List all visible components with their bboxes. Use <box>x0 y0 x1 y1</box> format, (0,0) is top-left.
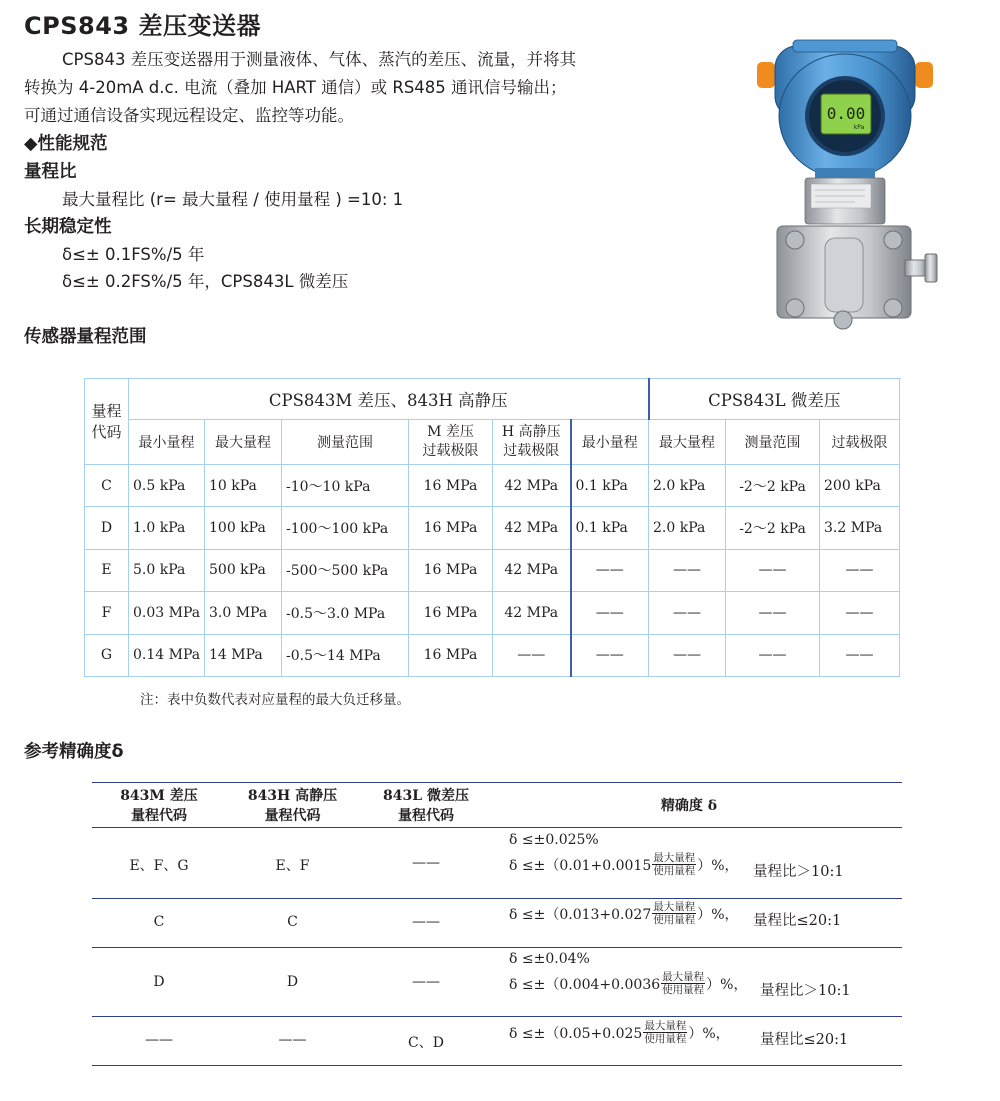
row-l-min: —— <box>571 549 649 591</box>
stability-heading: 长期稳定性 <box>24 217 112 237</box>
table-rule <box>92 827 902 828</box>
group-m-header: CPS843M 差压、843H 高静压 <box>129 379 649 420</box>
row-l-range: —— <box>726 634 820 676</box>
row-code: G <box>85 634 129 676</box>
row-l-max: 2.0 kPa <box>649 465 726 507</box>
range-ratio-text: 最大量程比 (r= 最大量程 / 使用量程 ) =10: 1 <box>62 190 404 209</box>
row-l-range: —— <box>726 549 820 591</box>
spec-heading: ◆性能规范 <box>24 134 108 154</box>
table-rule <box>92 947 902 948</box>
lcd-reading: 0.00 <box>826 104 866 123</box>
range-ratio-condition: 量程比＞10:1 <box>753 864 844 880</box>
row-range: -10～10 kPa <box>282 465 409 507</box>
row-l-range: -2～2 kPa <box>726 465 820 507</box>
max-range-header: 最大量程 <box>205 420 282 465</box>
range-ratio-condition: 量程比＞10:1 <box>760 983 851 999</box>
row-range: -100～100 kPa <box>282 507 409 549</box>
l-measure-range-header: 测量范围 <box>726 420 820 465</box>
fraction-numerator: 最大量程 <box>653 852 696 864</box>
m-overload-line1: M 差压 <box>427 424 474 440</box>
formula-prefix: δ ≤±（0.05+0.025 <box>509 1025 643 1042</box>
row-843l-code: —— <box>412 914 440 930</box>
table-note: 注：表中负数代表对应量程的最大负迁移量。 <box>140 692 410 708</box>
l-max-range-header: 最大量程 <box>649 420 726 465</box>
row-l-max: —— <box>649 549 726 591</box>
col-843h-header <box>226 786 359 826</box>
code-header <box>85 379 129 465</box>
formula-prefix: δ ≤±（0.013+0.027 <box>509 906 652 923</box>
row-m-over: 16 MPa <box>409 549 493 591</box>
fraction <box>643 1020 687 1045</box>
accuracy-formula <box>509 1020 730 1045</box>
row-843h-code: C <box>287 914 298 930</box>
accuracy-simple: δ ≤±0.025% <box>509 832 599 848</box>
transmitter-product-image <box>755 28 945 333</box>
table-row <box>85 465 900 507</box>
fraction-denominator: 使用量程 <box>653 914 696 926</box>
row-h-over: 42 MPa <box>493 592 571 634</box>
right-cap-icon <box>915 62 933 88</box>
h-overload-line2: 过载极限 <box>503 443 560 459</box>
row-843h-code: D <box>286 974 299 990</box>
row-843l-code: C、D <box>408 1035 444 1051</box>
measure-range-header: 测量范围 <box>282 420 409 465</box>
formula-suffix: ）%， <box>697 906 739 923</box>
accuracy-formula <box>509 901 739 926</box>
fraction-numerator: 最大量程 <box>662 971 705 983</box>
l-overload-header: 过载极限 <box>820 420 900 465</box>
table-row <box>85 507 900 549</box>
formula-prefix: δ ≤±（0.01+0.0015 <box>509 857 652 874</box>
intro-line-3: 可通过通信设备实现远程设定、监控等功能。 <box>24 106 354 125</box>
row-l-max: 2.0 kPa <box>649 507 726 549</box>
accuracy-simple: δ ≤±0.04% <box>509 951 590 967</box>
row-843m-code: —— <box>145 1032 173 1048</box>
min-range-header: 最小量程 <box>129 420 205 465</box>
sensor-table-heading: 传感器量程范围 <box>24 327 147 347</box>
col-843m-header <box>92 786 226 826</box>
row-code: F <box>85 592 129 634</box>
col-843m-line2: 量程代码 <box>131 808 187 824</box>
row-l-min: —— <box>571 592 649 634</box>
col-843l-line2: 量程代码 <box>398 808 454 824</box>
row-l-max: —— <box>649 634 726 676</box>
row-843l-code: —— <box>412 974 440 990</box>
code-header-text: 量程代码 <box>91 401 122 441</box>
row-h-over: —— <box>493 634 571 676</box>
m-overload-line2: 过载极限 <box>422 443 479 459</box>
table-row <box>85 592 900 634</box>
fraction-denominator: 使用量程 <box>662 984 705 996</box>
row-m-over: 16 MPa <box>409 465 493 507</box>
row-range: -0.5～3.0 MPa <box>282 592 409 634</box>
row-843m-code: D <box>153 974 165 990</box>
table-rule <box>92 898 902 899</box>
accuracy-heading: 参考精确度δ <box>24 742 124 762</box>
row-l-min: 0.1 kPa <box>571 465 649 507</box>
table-row <box>85 549 900 591</box>
fraction-numerator: 最大量程 <box>644 1020 687 1032</box>
stability-line-1: δ≤± 0.1FS%/5 年 <box>62 245 205 264</box>
row-l-min: 0.1 kPa <box>571 507 649 549</box>
fraction <box>652 852 696 877</box>
row-max: 10 kPa <box>205 465 282 507</box>
row-min: 0.14 MPa <box>129 634 205 676</box>
row-h-over: 42 MPa <box>493 465 571 507</box>
range-ratio-condition: 量程比≤20:1 <box>753 913 842 929</box>
table-row <box>85 634 900 676</box>
row-min: 0.03 MPa <box>129 592 205 634</box>
formula-suffix: ）%， <box>706 976 748 993</box>
col-843l-line1: 843L 微差压 <box>383 788 469 804</box>
row-l-over: —— <box>820 549 900 591</box>
formula-prefix: δ ≤±（0.004+0.0036 <box>509 976 661 993</box>
row-m-over: 16 MPa <box>409 507 493 549</box>
row-h-over: 42 MPa <box>493 507 571 549</box>
lcd-unit: kPa <box>853 124 865 131</box>
row-l-min: —— <box>571 634 649 676</box>
row-max: 3.0 MPa <box>205 592 282 634</box>
row-max: 100 kPa <box>205 507 282 549</box>
row-range: -500～500 kPa <box>282 549 409 591</box>
row-843l-code: —— <box>412 855 440 871</box>
left-cap-icon <box>757 62 775 88</box>
col-843m-line1: 843M 差压 <box>120 788 198 804</box>
row-max: 14 MPa <box>205 634 282 676</box>
row-l-over: 3.2 MPa <box>820 507 900 549</box>
row-l-over: 200 kPa <box>820 465 900 507</box>
intro-line-1: CPS843 差压变送器用于测量液体、气体、蒸汽的差压、流量，并将其 <box>62 50 577 69</box>
intro-line-2: 转换为 4-20mA d.c. 电流（叠加 HART 通信）或 RS485 通讯信号输出； <box>24 78 567 97</box>
row-843m-code: E、F、G <box>129 858 189 874</box>
accuracy-formula <box>509 971 747 996</box>
fraction-numerator: 最大量程 <box>653 901 696 913</box>
table-rule <box>92 782 902 783</box>
range-ratio-condition: 量程比≤20:1 <box>760 1032 849 1048</box>
l-min-range-header: 最小量程 <box>571 420 649 465</box>
col-accuracy-header: 精确度 δ <box>660 798 718 814</box>
fraction-denominator: 使用量程 <box>644 1033 687 1045</box>
formula-suffix: ）%， <box>697 857 739 874</box>
row-range: -0.5～14 MPa <box>282 634 409 676</box>
h-overload-line1: H 高静压 <box>501 424 561 440</box>
col-843h-line2: 量程代码 <box>264 808 321 824</box>
row-code: D <box>85 507 129 549</box>
row-min: 1.0 kPa <box>129 507 205 549</box>
row-l-range: -2～2 kPa <box>726 507 820 549</box>
row-min: 5.0 kPa <box>129 549 205 591</box>
row-h-over: 42 MPa <box>493 549 571 591</box>
row-843m-code: C <box>153 914 165 930</box>
group-l-header: CPS843L 微差压 <box>649 379 900 420</box>
stability-line-2: δ≤± 0.2FS%/5 年，CPS843L 微差压 <box>62 272 349 291</box>
table-rule <box>92 1065 902 1066</box>
table-rule <box>92 1016 902 1017</box>
sensor-range-table <box>84 378 900 677</box>
row-843h-code: —— <box>278 1032 307 1048</box>
h-overload-header <box>493 420 571 465</box>
row-m-over: 16 MPa <box>409 592 493 634</box>
row-l-max: —— <box>649 592 726 634</box>
intro-paragraph <box>24 46 649 130</box>
m-overload-header <box>409 420 493 465</box>
row-code: E <box>85 549 129 591</box>
formula-suffix: ）%， <box>688 1025 730 1042</box>
row-m-over: 16 MPa <box>409 634 493 676</box>
fraction <box>661 971 705 996</box>
fraction-denominator: 使用量程 <box>653 865 696 877</box>
col-843l-header <box>359 786 493 826</box>
page-title: CPS843 差压变送器 <box>24 12 261 40</box>
accuracy-formula <box>509 852 739 877</box>
row-code: C <box>85 465 129 507</box>
row-l-range: —— <box>726 592 820 634</box>
row-min: 0.5 kPa <box>129 465 205 507</box>
row-l-over: —— <box>820 634 900 676</box>
row-843h-code: E、F <box>275 858 310 874</box>
row-l-over: —— <box>820 592 900 634</box>
col-843h-line1: 843H 高静压 <box>247 788 338 804</box>
range-ratio-heading: 量程比 <box>24 162 77 182</box>
fraction <box>652 901 696 926</box>
row-max: 500 kPa <box>205 549 282 591</box>
